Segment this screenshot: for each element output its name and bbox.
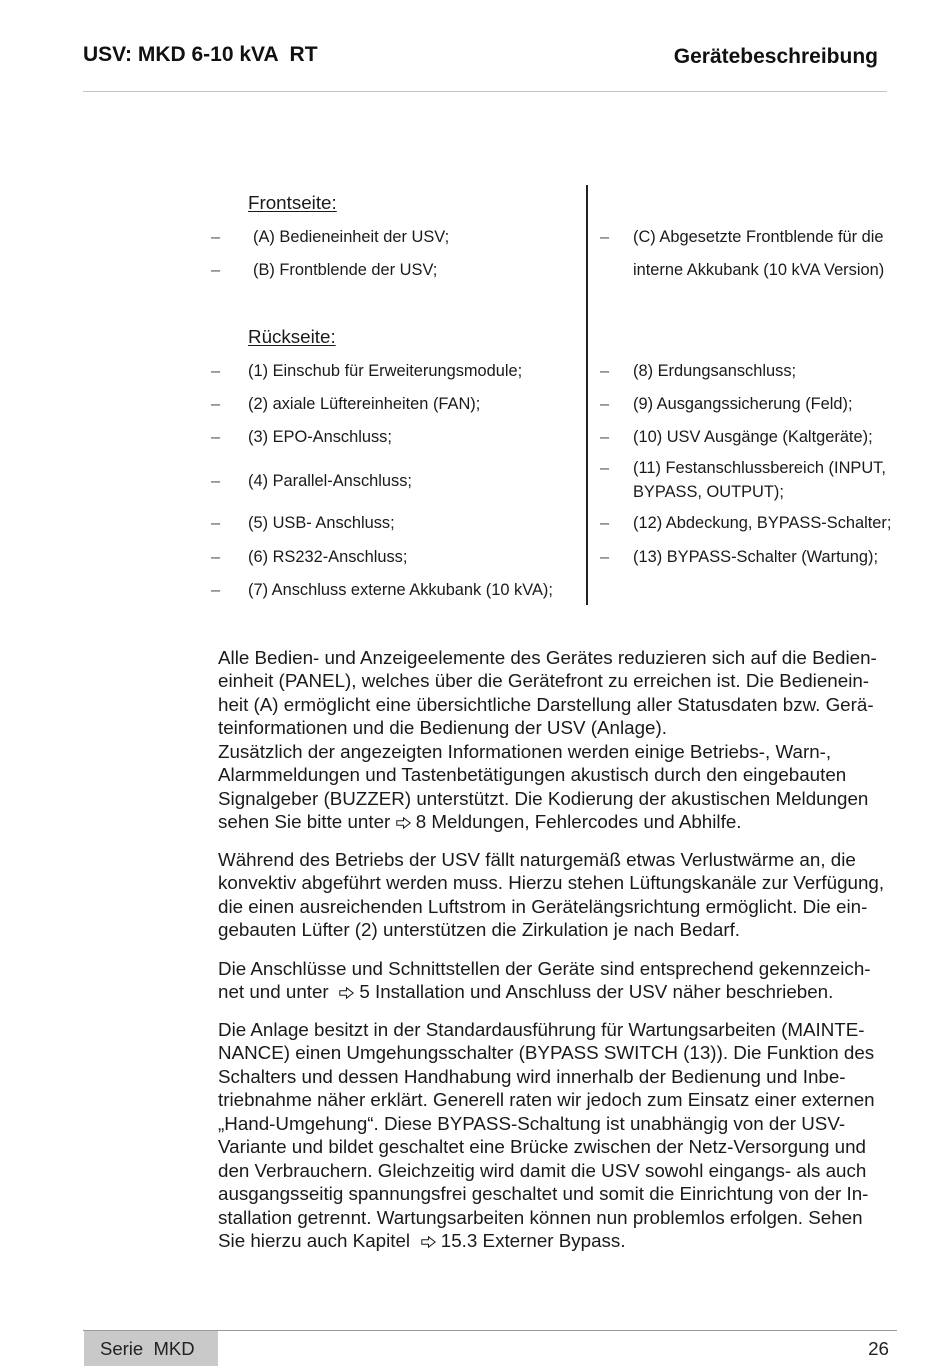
text-line: ausgangsseitig spannungsfrei geschaltet und somit die Einrichtung von der In- — [218, 1183, 869, 1205]
component-item: (11) Festanschlussbereich (INPUT, — [633, 459, 886, 477]
list-dash: – — [600, 228, 610, 246]
text-line: stallation getrennt. Wartungsarbeiten können nun problemlos erfolgen. Sehen — [218, 1206, 863, 1228]
page-number: 26 — [868, 1338, 889, 1359]
component-item-continuation: interne Akkubank (10 kVA Version) — [633, 261, 885, 279]
reference-text: 8 Meldungen, Fehlercodes und Abhilfe. — [410, 811, 742, 833]
text-line-with-reference — [218, 810, 877, 834]
text-line: einheit (PANEL), welches über die Gerätefront zu erreichen ist. Die Bedienein- — [218, 670, 870, 692]
text-line: „Hand-Umgehung“. Diese BYPASS-Schaltung ist unabhängig von der USV- — [218, 1112, 846, 1134]
component-item: (8) Erdungsanschluss; — [633, 362, 797, 380]
text-line: Zusätzlich der angezeigten Informationen werden einige Betriebs-, Warn-, — [218, 740, 832, 762]
component-item: (5) USB- Anschluss; — [248, 514, 395, 532]
list-dash: – — [600, 459, 610, 477]
list-dash: – — [211, 261, 221, 279]
list-dash: – — [211, 581, 221, 599]
list-dash: – — [211, 472, 221, 490]
rear-side-heading: Rückseite: — [248, 326, 336, 347]
component-item-continuation: BYPASS, OUTPUT); — [633, 483, 784, 501]
text-line: teinformationen und die Bedienung der USV (Anlage). — [218, 717, 667, 739]
text-line: Die Anlage besitzt in der Standardausführung für Wartungsarbeiten (MAINTE- — [218, 1018, 865, 1040]
component-item: (A) Bedieneinheit der USV; — [253, 228, 450, 246]
list-dash: – — [211, 548, 221, 566]
list-dash: – — [600, 395, 610, 413]
list-dash: – — [211, 514, 221, 532]
list-dash: – — [600, 548, 610, 566]
text-line: Variante und bildet geschaltet eine Brücke zwischen der Netz-Versorgung und — [218, 1136, 866, 1158]
arrow-right-icon — [339, 987, 354, 999]
component-item: (6) RS232-Anschluss; — [248, 548, 408, 566]
component-item: (1) Einschub für Erweiterungsmodule; — [248, 362, 523, 380]
text-line: Während des Betriebs der USV fällt naturgemäß etwas Verlustwärme an, die — [218, 848, 856, 870]
text-line: den Verbrauchern. Gleichzeitig wird damit die USV sowohl eingangs- als auch — [218, 1159, 867, 1181]
text-line: Schalters und dessen Handhabung wird innerhalb der Bedienung und Inbe- — [218, 1065, 846, 1087]
front-side-heading: Frontseite: — [248, 192, 337, 213]
text-segment: Sie hierzu auch Kapitel — [218, 1230, 421, 1252]
arrow-right-icon — [421, 1236, 436, 1248]
text-line: die einen ausreichenden Luftstrom in Gerätelängsrichtung ermöglicht. Die ein- — [218, 895, 868, 917]
text-line: triebnahme näher erklärt. Generell raten wir jedoch zum Einsatz einer externen — [218, 1089, 875, 1111]
list-dash: – — [600, 514, 610, 532]
footer-series-label: Serie MKD — [100, 1338, 195, 1359]
list-dash: – — [211, 228, 221, 246]
component-item: (9) Ausgangssicherung (Feld); — [633, 395, 853, 413]
component-item: (10) USV Ausgänge (Kaltgeräte); — [633, 428, 873, 446]
component-item: (2) axiale Lüftereinheiten (FAN); — [248, 395, 481, 413]
paragraph-connections — [218, 957, 871, 1004]
paragraph-bypass — [218, 1018, 875, 1253]
component-item: (4) Parallel-Anschluss; — [248, 472, 412, 490]
text-line-with-reference — [218, 1229, 875, 1253]
list-dash: – — [600, 428, 610, 446]
text-line: Alarmmeldungen und Tastenbetätigungen akustisch durch den eingebauten — [218, 764, 847, 786]
document-title: USV: MKD 6-10 kVA RT — [83, 43, 318, 66]
list-dash: – — [600, 362, 610, 380]
text-line: NANCE) einen Umgehungsschalter (BYPASS SWITCH (13)). Die Funktion des — [218, 1042, 875, 1064]
arrow-right-icon — [396, 817, 411, 829]
text-segment: sehen Sie bitte unter — [218, 811, 396, 833]
text-line: konvektiv abgeführt werden muss. Hierzu stehen Lüftungskanäle zur Verfügung, — [218, 872, 885, 894]
component-item: (12) Abdeckung, BYPASS-Schalter; — [633, 514, 892, 532]
paragraph-cooling — [218, 848, 884, 942]
text-line: heit (A) ermöglicht eine übersichtliche Darstellung aller Statusdaten bzw. Gerä- — [218, 693, 874, 715]
text-line: Alle Bedien- und Anzeigeelemente des Gerätes reduzieren sich auf die Bedien- — [218, 646, 877, 668]
list-dash: – — [211, 362, 221, 380]
component-item: (3) EPO-Anschluss; — [248, 428, 392, 446]
component-item: (7) Anschluss externe Akkubank (10 kVA); — [248, 581, 553, 599]
header-rule — [83, 91, 887, 92]
text-line: gebauten Lüfter (2) unterstützen die Zirkulation je nach Bedarf. — [218, 919, 741, 941]
list-dash: – — [211, 395, 221, 413]
section-title: Gerätebeschreibung — [673, 45, 878, 68]
column-divider — [586, 185, 588, 605]
component-item: (C) Abgesetzte Frontblende für die — [633, 228, 884, 246]
component-item: (13) BYPASS-Schalter (Wartung); — [633, 548, 879, 566]
list-dash: – — [211, 428, 221, 446]
paragraph-panel-description — [218, 646, 877, 834]
text-line-with-reference — [218, 980, 871, 1004]
component-item: (B) Frontblende der USV; — [253, 261, 438, 279]
reference-text: 5 Installation und Anschluss der USV näher beschrieben. — [354, 981, 834, 1003]
reference-text: 15.3 Externer Bypass. — [435, 1230, 626, 1252]
text-line: Die Anschlüsse und Schnittstellen der Geräte sind entsprechend gekennzeich- — [218, 957, 871, 979]
text-segment: net und unter — [218, 981, 340, 1003]
text-line: Signalgeber (BUZZER) unterstützt. Die Kodierung der akustischen Meldungen — [218, 787, 869, 809]
